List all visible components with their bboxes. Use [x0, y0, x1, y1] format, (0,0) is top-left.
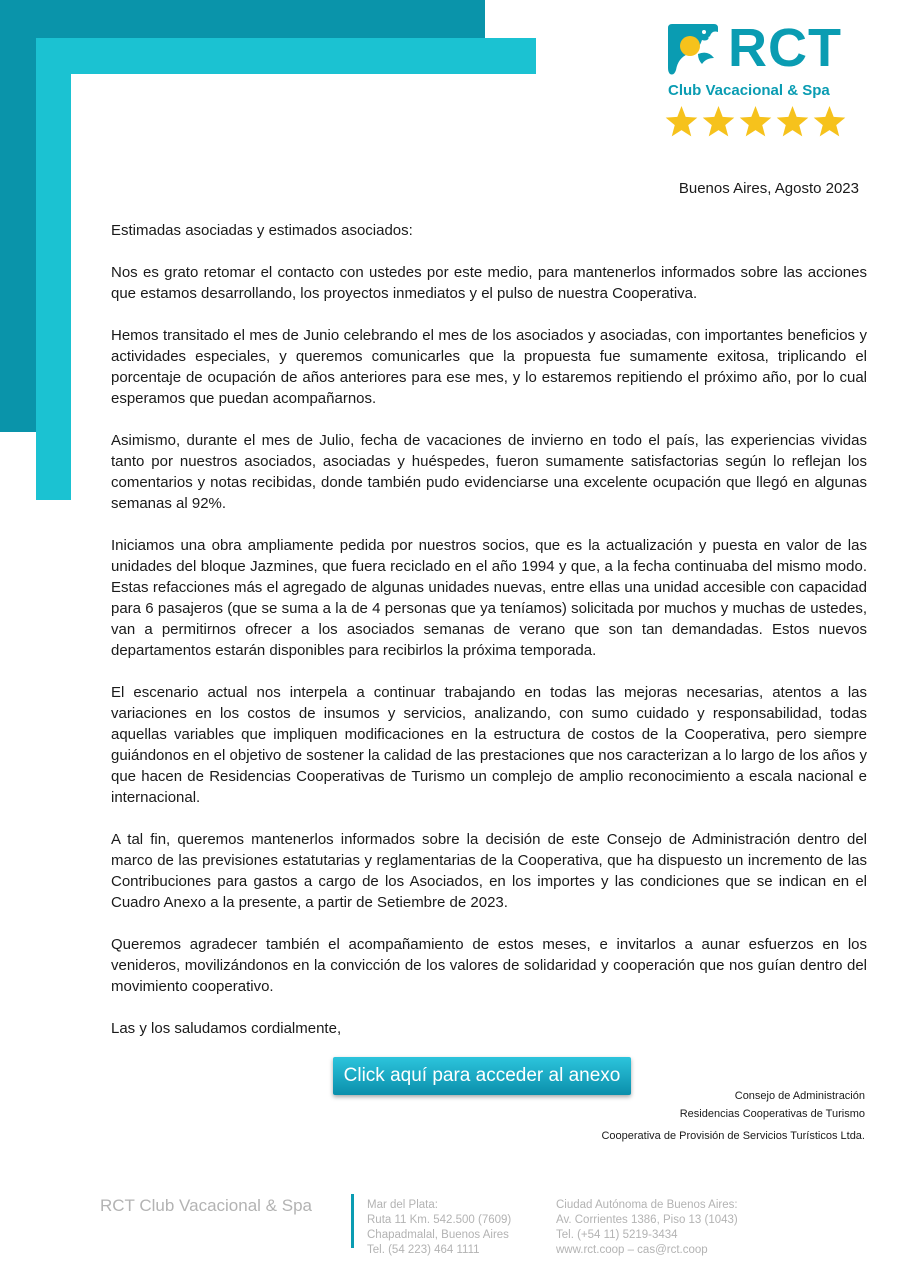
star-icon — [775, 106, 810, 139]
paragraph: El escenario actual nos interpela a continuar trabajando en todas las mejoras necesarias, atentos a las variaciones en los costos de insumos y servicios, analizando, con sumo cuidado y responsabilidad, todas aquellas variables que impliquen modificaciones en la estructura de costos de la Cooperativa, pero siempre guiándonos en el objetivo de sostener la calidad de las prestaciones que nos caracterizan a lo largo de los años y que hacen de Residencias Cooperativas de Turismo un complejo de amplio reconocimiento a escala nacional e internacional. — [111, 684, 867, 806]
logo-stars — [664, 106, 847, 139]
decorative-bar — [36, 38, 71, 500]
footer-web-link[interactable]: www.rct.coop – cas@rct.coop — [556, 1244, 708, 1256]
signature-line: Cooperativa de Provisión de Servicios Turísticos Ltda. — [601, 1130, 865, 1142]
paragraph: Hemos transitado el mes de Junio celebrando el mes de los asociados y asociadas, con importantes beneficios y actividades especiales, y queremos comunicarles que la propuesta fue sumamente exitosa, triplicando el porcentaje de ocupación de años anteriores para ese mes, y lo estaremos repitiendo el próximo año, por lo cual esperamos que puedan acompañarnos. — [111, 327, 867, 407]
footer-address-mar-del-plata — [367, 1198, 511, 1258]
footer-divider — [351, 1194, 354, 1248]
logo — [664, 18, 854, 142]
footer-brand: RCT Club Vacacional & Spa — [100, 1196, 312, 1215]
salutation: Estimadas asociadas y estimados asociados: — [111, 222, 413, 239]
star-icon — [701, 106, 736, 139]
logo-subtitle: Club Vacacional & Spa — [668, 82, 830, 99]
footer-address-title: Ciudad Autónoma de Buenos Aires: — [556, 1199, 738, 1211]
paragraph: Iniciamos una obra ampliamente pedida por nuestros socios, que es la actualización y puesta en valor de las unidades del bloque Jazmines, que fuera reciclado en el año 1994 y que, a la fecha continuaba del mismo modo. Estas refacciones más el agregado de algunas unidades nuevas, entre ellas una unidad accesible con capacidad para 6 pasajeros (que se suma a la de 4 personas que ya teníamos) solicitada por muchos y muchas de ustedes, van a permitirnos ofrecer a los asociados semanas de verano que son tan demandadas. Estos nuevos departamentos estarán disponibles para recibirlos la próxima temporada. — [111, 537, 867, 659]
letter-body — [111, 220, 867, 1039]
signature — [601, 1087, 865, 1145]
decorative-corner — [71, 74, 131, 134]
decorative-bar — [59, 0, 485, 38]
footer-address-line: Ruta 11 Km. 542.500 (7609) — [367, 1214, 512, 1226]
paragraph: Nos es grato retomar el contacto con ustedes por este medio, para mantenerlos informados sobre las acciones que estamos desarrollando, los proyectos inmediatos y el pulso de nuestra Cooperativa. — [111, 264, 867, 302]
closing: Las y los saludamos cordialmente, — [111, 1020, 342, 1037]
paragraph: A tal fin, queremos mantenerlos informados sobre la decisión de este Consejo de Administración dentro del marco de las previsiones estatutarias y reglamentarias de la Cooperativa, que ha dispuesto un incremento de las Contribuciones para gastos a cargo de los Asociados, en los importes y las condiciones que se indican en el Cuadro Anexo a la presente, a partir de Setiembre de 2023. — [111, 831, 867, 911]
footer-address-line: Av. Corrientes 1386, Piso 13 (1043) — [556, 1214, 738, 1226]
footer-address-title: Mar del Plata: — [367, 1199, 438, 1211]
logo-mark-icon — [668, 24, 718, 76]
footer-address-caba — [556, 1198, 738, 1258]
paragraph: Queremos agradecer también el acompañamiento de estos meses, e invitarlos a aunar esfuerzos en los venideros, movilizándonos en la convicción de los valores de solidaridad y cooperación que nos guían dentro del movimiento cooperativo. — [111, 936, 867, 995]
footer-address-line: Chapadmalal, Buenos Aires — [367, 1229, 509, 1241]
anexo-link-button[interactable]: Click aquí para acceder al anexo — [333, 1057, 631, 1095]
logo-name: RCT — [728, 18, 842, 78]
letter-date: Buenos Aires, Agosto 2023 — [678, 180, 859, 197]
signature-line: Consejo de Administración — [734, 1090, 865, 1102]
star-icon — [738, 106, 773, 139]
footer-phone: Tel. (54 223) 464 1111 — [367, 1244, 480, 1256]
footer-phone: Tel. (+54 11) 5219-3434 — [556, 1229, 678, 1241]
star-icon — [812, 106, 847, 139]
paragraph: Asimismo, durante el mes de Julio, fecha de vacaciones de invierno en todo el país, las experiencias vividas tanto por nuestros asociados, asociadas y huéspedes, fueron sumamente satisfactorias según lo reflejan los comentarios y notas recibidas, donde también pudo evidenciarse una excelente ocupación que llegó en algunas semanas al 92%. — [111, 432, 867, 512]
decorative-bar — [36, 38, 536, 74]
star-icon — [664, 106, 699, 139]
signature-line: Residencias Cooperativas de Turismo — [679, 1108, 865, 1120]
